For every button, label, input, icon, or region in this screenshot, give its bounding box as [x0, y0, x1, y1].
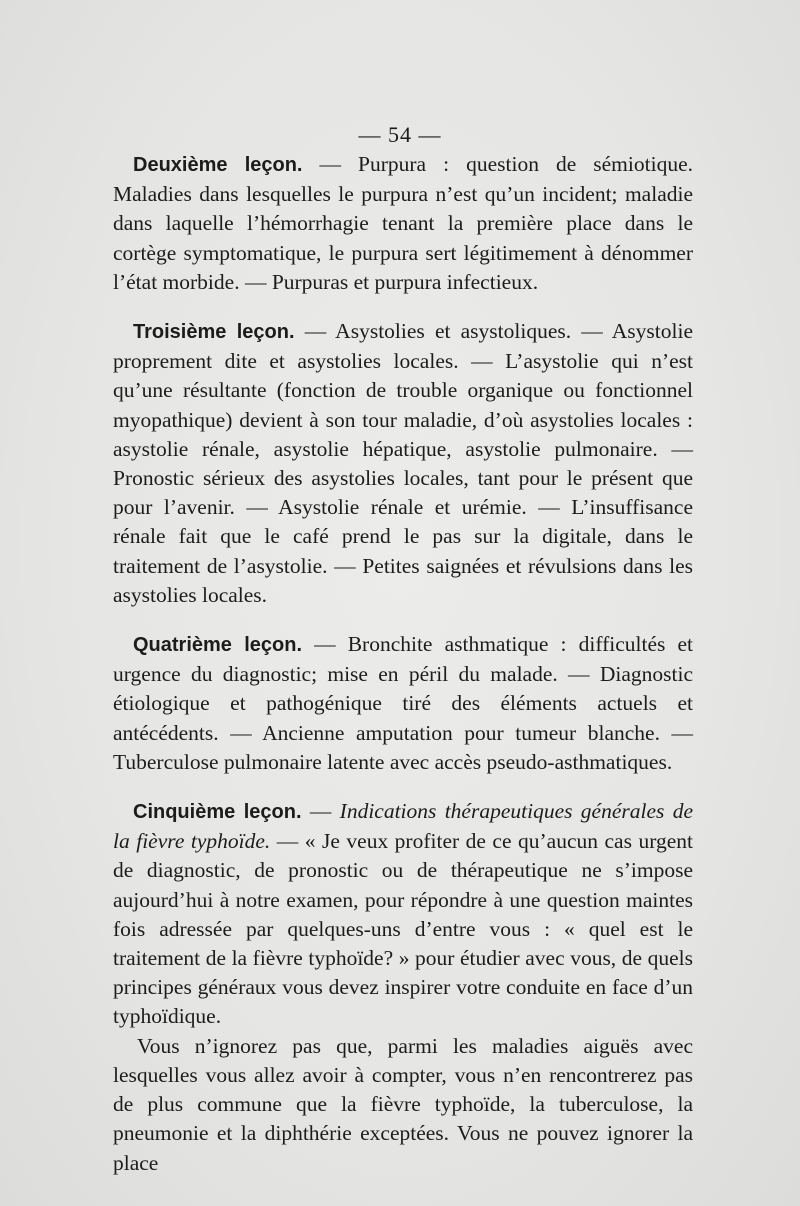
- lesson-heading: Troisième leçon.: [133, 321, 295, 344]
- text-block: [113, 150, 693, 1178]
- lesson-4-paragraph: [113, 630, 693, 777]
- lesson-body: — Asystolies et asystoliques. — Asystolie proprement dite et asystolies locales. — L’asystolie qui n’est qu’une résultante (fonction de trouble organique ou fonctionnel myopathique) devient à son tour maladie, d’où asystolies locales : asystolie rénale, asystolie hépatique, asystolie pulmonaire. — Pronostic sérieux des asystolies locales, tant pour le présent que pour l’avenir. — Asystolie rénale et urémie. — L’insuffisance rénale fait que le café prend le pas sur la digitale, dans le traitement de l’asystolie. — Petites saignées et révulsions dans les asystolies locales.: [113, 319, 693, 607]
- closing-paragraph: Vous n’ignorez pas que, parmi les maladies aiguës avec lesquelles vous allez avoir à compter, vous n’en rencontrerez pas de plus commune que la fièvre typhoïde, la tuberculose, la pneumonie et la diphthérie exceptées. Vous ne pouvez ignorer la place: [113, 1033, 693, 1175]
- lesson-5-paragraph: [113, 797, 693, 1032]
- lesson-heading: Cinquième leçon.: [133, 801, 302, 824]
- lesson-body: — « Je veux profiter de ce qu’aucun cas urgent de diagnostic, de pronostic ou de thérapeutique ne s’impose aujourd’hui à notre examen, pour répondre à une question maintes fois adressée par quelques-uns d’entre vous : « quel est le traitement de la fièvre typhoïde? » pour étudier avec vous, de quels principes généraux vous devez inspirer votre conduite en face d’un typhoïdique.: [113, 829, 693, 1029]
- lesson-3-paragraph: [113, 317, 693, 610]
- lesson-dash: —: [301, 799, 340, 824]
- lesson-heading: Deuxième leçon.: [133, 154, 303, 176]
- lesson-2-paragraph: [113, 150, 693, 297]
- lesson-body: — Purpura : question de sémiotique. Maladies dans lesquelles le purpura n’est qu’un incident; maladie dans laquelle l’hémorrhagie tenant la première place dans le cortège symptomatique, le purpura sert légitimement à dénommer l’état morbide. — Purpuras et purpura infectieux.: [113, 152, 693, 294]
- page-number: — 54 —: [358, 122, 442, 147]
- lesson-body: — Bronchite asthmatique : difficultés et urgence du diagnostic; mise en péril du malade. — Diagnostic étiologique et pathogénique tiré des éléments actuels et antécédents. — Ancienne amputation pour tumeur blanche. — Tuberculose pulmonaire latente avec accès pseudo-asthmatiques.: [113, 632, 693, 774]
- lesson-italic-title: Indications thérapeutiques générales de la fièvre typhoïde.: [113, 799, 693, 854]
- lesson-heading: Quatrième leçon.: [133, 634, 302, 657]
